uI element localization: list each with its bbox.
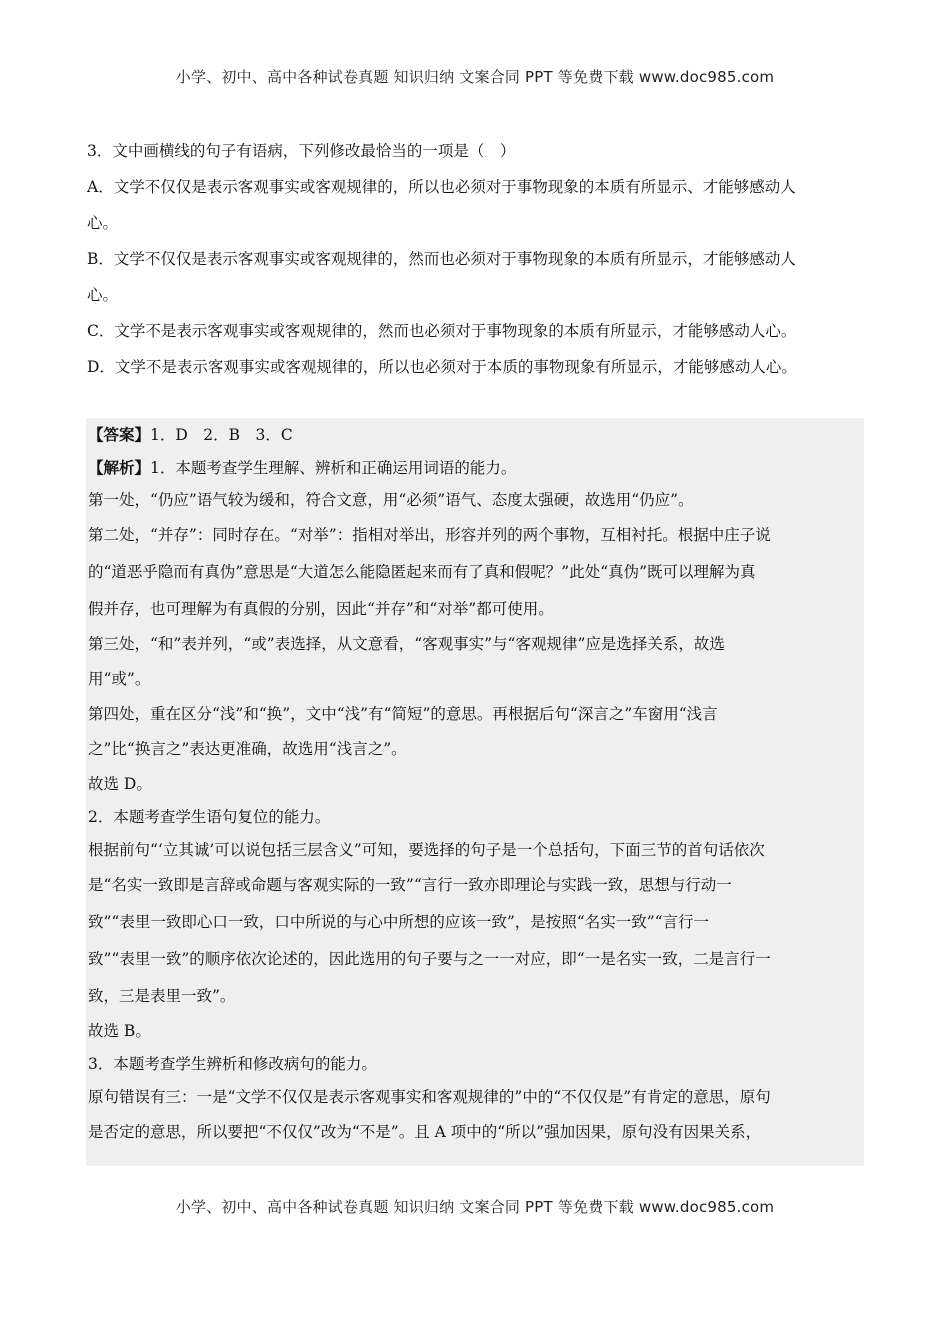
analysis-line: 致”“表里一致”的顺序依次论述的，因此选用的句子要与之一一对应，即“一是名实一致，二是言行一 — [88, 950, 771, 968]
question-block — [87, 133, 867, 385]
analysis-line: 故选 D。 — [88, 775, 152, 793]
answer-values: 1．D 2．B 3．C — [150, 426, 293, 444]
option-b-line-1: B．文学不仅仅是表示客观事实或客观规律的，然而也必须对于事物现象的本质有所显示，才能够感动人 — [87, 250, 796, 268]
analysis-line: 2．本题考查学生语句复位的能力。 — [88, 808, 331, 826]
option-d: D．文学不是表示客观事实或客观规律的，所以也必须对于本质的事物现象有所显示，才能够感动人心。 — [87, 358, 797, 376]
analysis-line: 第二处，“并存”：同时存在。“对举”：指相对举出，形容并列的两个事物，互相衬托。根据中庄子说 — [88, 526, 771, 544]
analysis-line: 致”“表里一致即心口一致，口中所说的与心中所想的应该一致”，是按照“名实一致”“言行一 — [88, 913, 710, 931]
option-a-line-2: 心。 — [87, 214, 119, 232]
analysis-line: 根据前句“‘立其诚’可以说包括三层含义”可知，要选择的句子是一个总括句，下面三节的首句话依次 — [88, 841, 765, 859]
analysis-line: 用“或”。 — [88, 670, 151, 688]
analysis-line: 假并存，也可理解为有真假的分别，因此“并存”和“对举”都可使用。 — [88, 600, 554, 618]
analysis-line: 第一处，“仍应”语气较为缓和，符合文意，用“必须”语气、态度太强硬，故选用“仍应”。 — [88, 491, 694, 509]
option-a-line-1: A．文学不仅仅是表示客观事实或客观规律的，所以也必须对于事物现象的本质有所显示、才能够感动人 — [87, 178, 796, 196]
analysis-line: 原句错误有三：一是“文学不仅仅是表示客观事实和客观规律的”中的“不仅仅是”有肯定的意思，原句 — [88, 1088, 771, 1106]
analysis-label: 【解析】 — [88, 458, 151, 477]
option-b-line-2: 心。 — [87, 286, 119, 304]
option-c: C．文学不是表示客观事实或客观规律的，然而也必须对于事物现象的本质有所显示，才能够感动人心。 — [87, 322, 797, 340]
analysis-line: 故选 B。 — [88, 1022, 151, 1040]
answer-line — [86, 418, 864, 451]
analysis-intro: 1．本题考查学生理解、辨析和正确运用词语的能力。 — [150, 459, 517, 477]
page-footer: 小学、初中、高中各种试卷真题 知识归纳 文案合同 PPT 等免费下载 www.doc985.com — [175, 1198, 775, 1216]
question-stem: 3．文中画横线的句子有语病，下列修改最恰当的一项是（ ） — [87, 142, 516, 160]
analysis-line: 的“道恶乎隐而有真伪”意思是“大道怎么能隐匿起来而有了真和假呢？”此处“真伪”既可以理解为真 — [88, 563, 756, 581]
analysis-intro-line — [86, 451, 864, 484]
answer-analysis-block — [86, 418, 864, 1166]
analysis-line: 第四处，重在区分“浅”和“换”，文中“浅”有“简短”的意思。再根据后句“深言之”车窗用“浅言 — [88, 705, 718, 723]
analysis-line: 之”比“换言之”表达更准确，故选用“浅言之”。 — [88, 740, 407, 758]
analysis-line: 是“名实一致即是言辞或命题与客观实际的一致”“言行一致亦即理论与实践一致，思想与行动一 — [88, 876, 732, 894]
analysis-line: 3．本题考查学生辨析和修改病句的能力。 — [88, 1055, 377, 1073]
page-header: 小学、初中、高中各种试卷真题 知识归纳 文案合同 PPT 等免费下载 www.doc985.com — [175, 68, 775, 86]
answer-label: 【答案】 — [88, 425, 151, 444]
analysis-line: 致，三是表里一致”。 — [88, 987, 236, 1005]
analysis-line: 是否定的意思，所以要把“不仅仅”改为“不是”。且 A 项中的“所以”强加因果，原句没有因果关系， — [88, 1123, 762, 1141]
analysis-line: 第三处，“和”表并列，“或”表选择，从文意看，“客观事实”与“客观规律”应是选择关系，故选 — [88, 635, 725, 653]
